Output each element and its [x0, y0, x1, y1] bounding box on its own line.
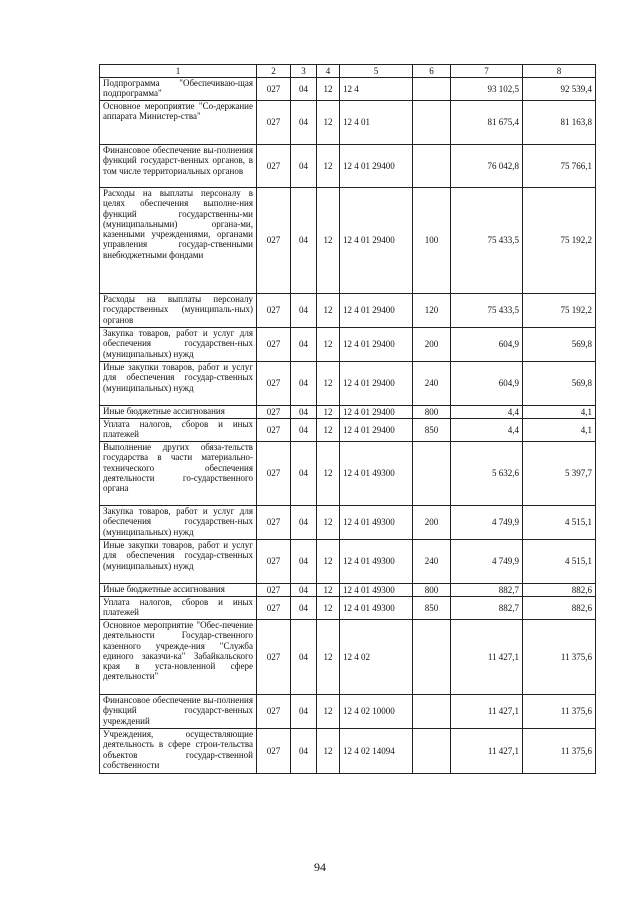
row-admin-cell: 027: [257, 328, 291, 362]
table-row: [100, 506, 596, 540]
row-name-cell: Учреждения, осуществляющие деятельность в сфере строи-тельства объектов государ-ственной собственности: [100, 729, 257, 774]
row-kind-cell: [413, 145, 451, 188]
row-value8-cell: 5 397,7: [523, 442, 596, 506]
header-cell: 6: [413, 65, 451, 78]
row-section-cell: 04: [291, 729, 317, 774]
row-kind-cell: 200: [413, 328, 451, 362]
row-subsection-cell: 12: [317, 419, 340, 442]
row-subsection-cell: 12: [317, 362, 340, 406]
row-value8-cell: 11 375,6: [523, 695, 596, 729]
row-section-cell: 04: [291, 695, 317, 729]
row-subsection-cell: 12: [317, 506, 340, 540]
row-admin-cell: 027: [257, 729, 291, 774]
row-section-cell: 04: [291, 188, 317, 294]
row-name-cell: Основное мероприятие "Обес-печение деятельности Государ-ственного казенного учрежде-ния "Служба единого заказчи-ка" Забайкальского края в уста-новленной сфере деятельности": [100, 620, 257, 695]
row-kind-cell: 850: [413, 419, 451, 442]
row-value7-cell: 93 102,5: [451, 78, 523, 101]
row-name-cell: Иные закупки товаров, работ и услуг для обеспечения государ-ственных (муниципальных) нужд: [100, 540, 257, 584]
row-name-cell: Уплата налогов, сборов и иных платежей: [100, 419, 257, 442]
row-kind-cell: 850: [413, 597, 451, 620]
row-admin-cell: 027: [257, 695, 291, 729]
row-admin-cell: 027: [257, 362, 291, 406]
row-name-cell: Финансовое обеспечение вы-полнения функций государст-венных органов, в том числе территориальных органов: [100, 145, 257, 188]
row-value8-cell: 882,6: [523, 584, 596, 597]
row-section-cell: 04: [291, 597, 317, 620]
row-target-cell: 12 4 02 10000: [340, 695, 413, 729]
row-admin-cell: 027: [257, 620, 291, 695]
row-name-cell: Подпрограмма "Обеспечиваю-щая подпрограмма": [100, 78, 257, 101]
table-row: [100, 101, 596, 145]
row-target-cell: 12 4 01 29400: [340, 145, 413, 188]
row-target-cell: 12 4 01 29400: [340, 406, 413, 419]
row-section-cell: 04: [291, 540, 317, 584]
row-value8-cell: 75 766,1: [523, 145, 596, 188]
row-kind-cell: [413, 729, 451, 774]
row-admin-cell: 027: [257, 78, 291, 101]
row-target-cell: 12 4 01 29400: [340, 188, 413, 294]
row-target-cell: 12 4 01 29400: [340, 362, 413, 406]
row-kind-cell: 200: [413, 506, 451, 540]
row-section-cell: 04: [291, 294, 317, 328]
table-row: [100, 695, 596, 729]
row-admin-cell: 027: [257, 419, 291, 442]
row-value7-cell: 11 427,1: [451, 620, 523, 695]
row-kind-cell: 100: [413, 188, 451, 294]
row-name-cell: Расходы на выплаты персоналу в целях обеспечения выполне-ния функций государственны-ми (муниципальными) органа-ми, казенными учреждениями, органами управления государ-ственными внебюджетными фондами: [100, 188, 257, 294]
header-cell: 4: [317, 65, 340, 78]
row-subsection-cell: 12: [317, 584, 340, 597]
row-section-cell: 04: [291, 442, 317, 506]
row-target-cell: 12 4 01 29400: [340, 419, 413, 442]
row-name-cell: Иные бюджетные ассигнования: [100, 584, 257, 597]
row-admin-cell: 027: [257, 584, 291, 597]
row-section-cell: 04: [291, 419, 317, 442]
row-target-cell: 12 4 01: [340, 101, 413, 145]
row-value8-cell: 569,8: [523, 328, 596, 362]
row-value7-cell: 4 749,9: [451, 506, 523, 540]
row-kind-cell: 240: [413, 540, 451, 584]
row-target-cell: 12 4 01 29400: [340, 294, 413, 328]
row-target-cell: 12 4 01 49300: [340, 597, 413, 620]
row-subsection-cell: 12: [317, 406, 340, 419]
row-value8-cell: 4 515,1: [523, 540, 596, 584]
row-target-cell: 12 4 01 49300: [340, 540, 413, 584]
row-target-cell: 12 4 01 49300: [340, 442, 413, 506]
row-subsection-cell: 12: [317, 540, 340, 584]
row-section-cell: 04: [291, 101, 317, 145]
row-admin-cell: 027: [257, 506, 291, 540]
row-target-cell: 12 4 01 49300: [340, 584, 413, 597]
row-subsection-cell: 12: [317, 620, 340, 695]
row-value7-cell: 75 433,5: [451, 294, 523, 328]
row-name-cell: Основное мероприятие "Со-держание аппарата Министер-ства": [100, 101, 257, 145]
row-value7-cell: 882,7: [451, 584, 523, 597]
row-target-cell: 12 4 01 49300: [340, 506, 413, 540]
table-row: [100, 188, 596, 294]
table-row: [100, 597, 596, 620]
row-name-cell: Финансовое обеспечение вы-полнения функций государст-венных учреждений: [100, 695, 257, 729]
row-value8-cell: 11 375,6: [523, 729, 596, 774]
row-value7-cell: 76 042,8: [451, 145, 523, 188]
row-name-cell: Закупка товаров, работ и услуг для обеспечения государствен-ных (муниципальных) нужд: [100, 328, 257, 362]
row-value7-cell: 4,4: [451, 419, 523, 442]
row-kind-cell: [413, 620, 451, 695]
row-value7-cell: 4 749,9: [451, 540, 523, 584]
row-subsection-cell: 12: [317, 442, 340, 506]
row-admin-cell: 027: [257, 442, 291, 506]
row-value8-cell: 11 375,6: [523, 620, 596, 695]
row-admin-cell: 027: [257, 540, 291, 584]
row-admin-cell: 027: [257, 597, 291, 620]
row-name-cell: Иные закупки товаров, работ и услуг для обеспечения государ-ственных (муниципальных) нужд: [100, 362, 257, 406]
row-value8-cell: 75 192,2: [523, 294, 596, 328]
table-row: [100, 362, 596, 406]
row-subsection-cell: 12: [317, 695, 340, 729]
row-admin-cell: 027: [257, 294, 291, 328]
row-target-cell: 12 4: [340, 78, 413, 101]
row-value8-cell: 81 163,8: [523, 101, 596, 145]
row-value8-cell: 75 192,2: [523, 188, 596, 294]
row-section-cell: 04: [291, 584, 317, 597]
row-section-cell: 04: [291, 406, 317, 419]
row-section-cell: 04: [291, 620, 317, 695]
row-admin-cell: 027: [257, 145, 291, 188]
row-admin-cell: 027: [257, 101, 291, 145]
table-row: [100, 442, 596, 506]
row-kind-cell: [413, 101, 451, 145]
row-name-cell: Выполнение других обяза-тельств государства в части материально-технического обеспечения деятельности го-сударственного органа: [100, 442, 257, 506]
row-target-cell: 12 4 02 14094: [340, 729, 413, 774]
table-row: [100, 328, 596, 362]
header-cell: 2: [257, 65, 291, 78]
row-kind-cell: 800: [413, 584, 451, 597]
row-target-cell: 12 4 01 29400: [340, 328, 413, 362]
row-subsection-cell: 12: [317, 729, 340, 774]
row-kind-cell: 800: [413, 406, 451, 419]
row-value8-cell: 4 515,1: [523, 506, 596, 540]
row-subsection-cell: 12: [317, 294, 340, 328]
row-kind-cell: 240: [413, 362, 451, 406]
row-value7-cell: 4,4: [451, 406, 523, 419]
row-name-cell: Уплата налогов, сборов и иных платежей: [100, 597, 257, 620]
row-name-cell: Закупка товаров, работ и услуг для обеспечения государствен-ных (муниципальных) нужд: [100, 506, 257, 540]
table-row: [100, 584, 596, 597]
row-subsection-cell: 12: [317, 145, 340, 188]
row-subsection-cell: 12: [317, 597, 340, 620]
header-cell: 3: [291, 65, 317, 78]
row-value7-cell: 604,9: [451, 362, 523, 406]
header-cell: 7: [451, 65, 523, 78]
row-value8-cell: 882,6: [523, 597, 596, 620]
row-kind-cell: 120: [413, 294, 451, 328]
row-kind-cell: [413, 695, 451, 729]
table-row: [100, 78, 596, 101]
table-row: [100, 729, 596, 774]
table-row: [100, 406, 596, 419]
row-section-cell: 04: [291, 506, 317, 540]
row-value7-cell: 81 675,4: [451, 101, 523, 145]
header-cell: 8: [523, 65, 596, 78]
header-cell: 5: [340, 65, 413, 78]
row-section-cell: 04: [291, 78, 317, 101]
row-value7-cell: 75 433,5: [451, 188, 523, 294]
table-row: [100, 145, 596, 188]
row-value8-cell: 4,1: [523, 419, 596, 442]
table-header-row: [100, 65, 596, 78]
row-value7-cell: 11 427,1: [451, 729, 523, 774]
row-kind-cell: [413, 442, 451, 506]
row-admin-cell: 027: [257, 188, 291, 294]
row-value7-cell: 5 632,6: [451, 442, 523, 506]
row-name-cell: Расходы на выплаты персоналу государственных (муниципаль-ных) органов: [100, 294, 257, 328]
table-row: [100, 294, 596, 328]
row-value7-cell: 882,7: [451, 597, 523, 620]
row-value8-cell: 569,8: [523, 362, 596, 406]
table-row: [100, 540, 596, 584]
row-name-cell: Иные бюджетные ассигнования: [100, 406, 257, 419]
row-value7-cell: 11 427,1: [451, 695, 523, 729]
row-subsection-cell: 12: [317, 78, 340, 101]
row-value8-cell: 92 539,4: [523, 78, 596, 101]
row-target-cell: 12 4 02: [340, 620, 413, 695]
row-section-cell: 04: [291, 145, 317, 188]
row-admin-cell: 027: [257, 406, 291, 419]
table-row: [100, 620, 596, 695]
row-subsection-cell: 12: [317, 328, 340, 362]
row-subsection-cell: 12: [317, 188, 340, 294]
row-section-cell: 04: [291, 362, 317, 406]
budget-table: [99, 64, 596, 774]
header-cell: 1: [100, 65, 257, 78]
table-row: [100, 419, 596, 442]
row-subsection-cell: 12: [317, 101, 340, 145]
page-number: 94: [314, 860, 326, 874]
row-kind-cell: [413, 78, 451, 101]
row-section-cell: 04: [291, 328, 317, 362]
row-value7-cell: 604,9: [451, 328, 523, 362]
row-value8-cell: 4,1: [523, 406, 596, 419]
